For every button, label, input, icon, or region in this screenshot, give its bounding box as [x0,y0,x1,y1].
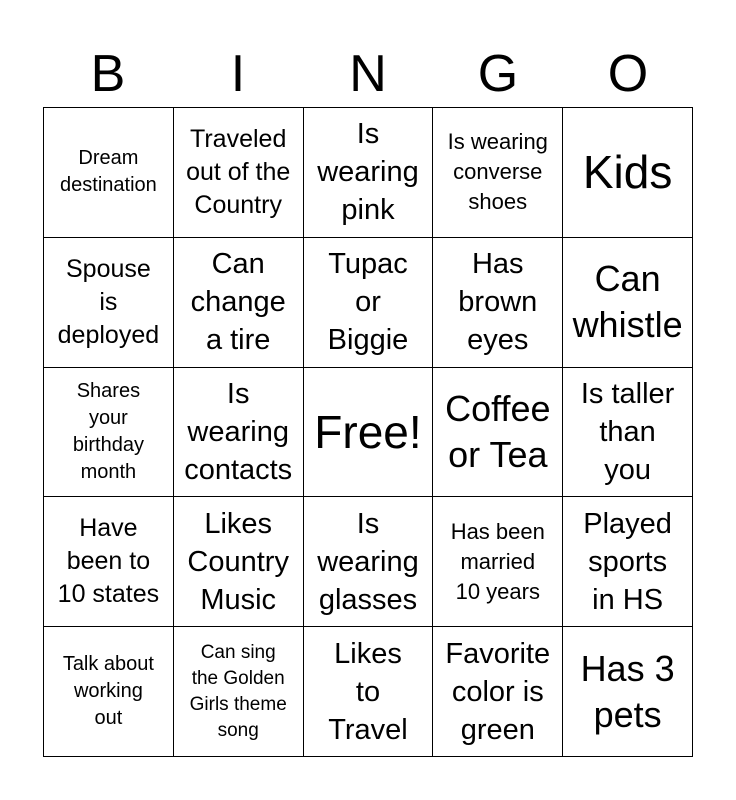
bingo-cell[interactable] [44,368,174,498]
header-letter-n: N [349,45,387,103]
bingo-cell[interactable] [433,108,563,238]
bingo-cell[interactable] [304,108,434,238]
bingo-cell[interactable] [174,497,304,627]
bingo-cell[interactable] [563,368,693,498]
cell-text: Has been married 10 years [450,518,545,604]
bingo-cell[interactable] [304,627,434,757]
bingo-cell[interactable] [563,108,693,238]
cell-text: Is wearing contacts [184,377,293,486]
free-space-text: Free! [314,405,422,458]
bingo-cell[interactable] [563,497,693,627]
bingo-cell[interactable] [174,368,304,498]
cell-text: Can change a tire [190,248,286,357]
cell-text: Coffee or Tea [445,387,551,475]
bingo-cell[interactable] [563,238,693,368]
bingo-cell[interactable] [433,627,563,757]
bingo-cell[interactable] [44,497,174,627]
bingo-cell[interactable] [174,238,304,368]
cell-text: Is wearing pink [317,118,419,227]
bingo-cell[interactable] [433,368,563,498]
cell-text: Played sports in HS [583,507,672,616]
header-letter-g: G [477,45,519,103]
cell-text: Talk about working out [62,653,154,730]
cell-text: Shares your birthday month [72,379,144,483]
cell-text: Has 3 pets [580,647,675,735]
bingo-cell[interactable] [304,238,434,368]
cell-text: Dream destination [60,147,157,197]
bingo-cell[interactable] [174,627,304,757]
cell-text: Is wearing glasses [317,507,419,616]
cell-text: Can whistle [572,258,683,346]
cell-text: Is wearing converse shoes [447,129,548,215]
bingo-header [43,40,693,108]
cell-text: Has brown eyes [458,248,538,357]
bingo-cell[interactable] [44,238,174,368]
cell-text: Tupac or Biggie [327,248,409,357]
cell-text: Kids [582,146,673,199]
bingo-cell[interactable] [44,627,174,757]
cell-text: Can sing the Golden Girls theme song [189,641,287,741]
bingo-grid [43,107,693,757]
bingo-cell[interactable] [563,627,693,757]
header-letter-b: B [90,45,126,103]
cell-text: Likes to Travel [328,637,408,746]
cell-text: Have been to 10 states [57,514,160,609]
cell-text: Likes Country Music [187,507,289,616]
bingo-cell[interactable] [433,497,563,627]
cell-text: Is taller than you [580,377,675,486]
cell-text: Spouse is deployed [57,254,160,349]
cell-text: Traveled out of the Country [186,124,291,219]
bingo-cell[interactable] [174,108,304,238]
bingo-cell[interactable] [433,238,563,368]
header-letter-i: I [230,45,246,103]
bingo-cell[interactable] [44,108,174,238]
header-letter-o: O [607,45,649,103]
cell-text: Favorite color is green [445,637,551,746]
bingo-cell-free[interactable] [304,368,434,498]
bingo-cell[interactable] [304,497,434,627]
